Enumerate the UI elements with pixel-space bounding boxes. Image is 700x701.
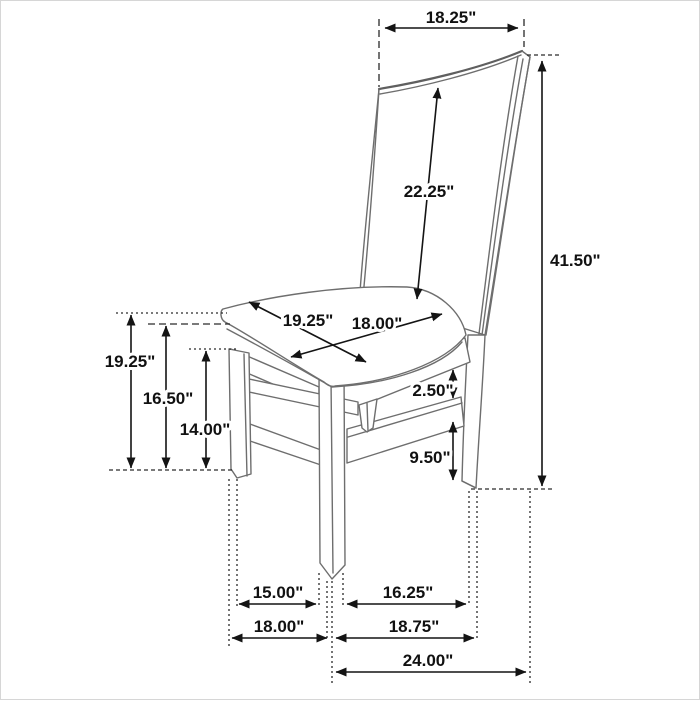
dim-stretcher-floor-label: 9.50" bbox=[409, 448, 451, 467]
dim-seat-underside-height-label: 16.50" bbox=[142, 389, 194, 408]
dim-overall-depth-label: 24.00" bbox=[402, 651, 454, 670]
dim-seat-height-label: 19.25" bbox=[104, 352, 156, 371]
dim-apron-height bbox=[180, 351, 231, 468]
dim-overall-height-label: 41.50" bbox=[550, 251, 601, 270]
dim-side-depth-label: 18.75" bbox=[388, 617, 440, 636]
dim-side-leg-spacing-label: 16.25" bbox=[382, 583, 434, 602]
dim-seat-width-label: 18.00" bbox=[351, 314, 403, 333]
chair-back-left-leg-corner bbox=[367, 403, 368, 431]
dim-side-depth bbox=[336, 617, 474, 638]
dim-front-width-label: 18.00" bbox=[253, 617, 305, 636]
chair-front-left-leg bbox=[229, 349, 251, 478]
dim-seat-underside-height bbox=[143, 326, 194, 468]
dim-front-leg-spacing bbox=[239, 583, 316, 604]
dim-top-back-width-label: 18.25" bbox=[425, 8, 477, 27]
dim-front-leg-spacing-label: 15.00" bbox=[252, 583, 304, 602]
dim-seat-depth-label: 19.25" bbox=[282, 311, 334, 330]
chair-front-stretcher bbox=[250, 424, 321, 465]
diagram-svg bbox=[1, 1, 700, 701]
dim-apron-stretcher-gap-label: 2.50" bbox=[412, 381, 454, 400]
dim-backrest-height-label: 22.25" bbox=[403, 182, 455, 201]
dim-side-leg-spacing bbox=[347, 583, 466, 604]
dim-apron-height-label: 14.00" bbox=[179, 420, 231, 439]
dim-front-width bbox=[232, 617, 327, 638]
dim-overall-depth bbox=[336, 651, 526, 672]
